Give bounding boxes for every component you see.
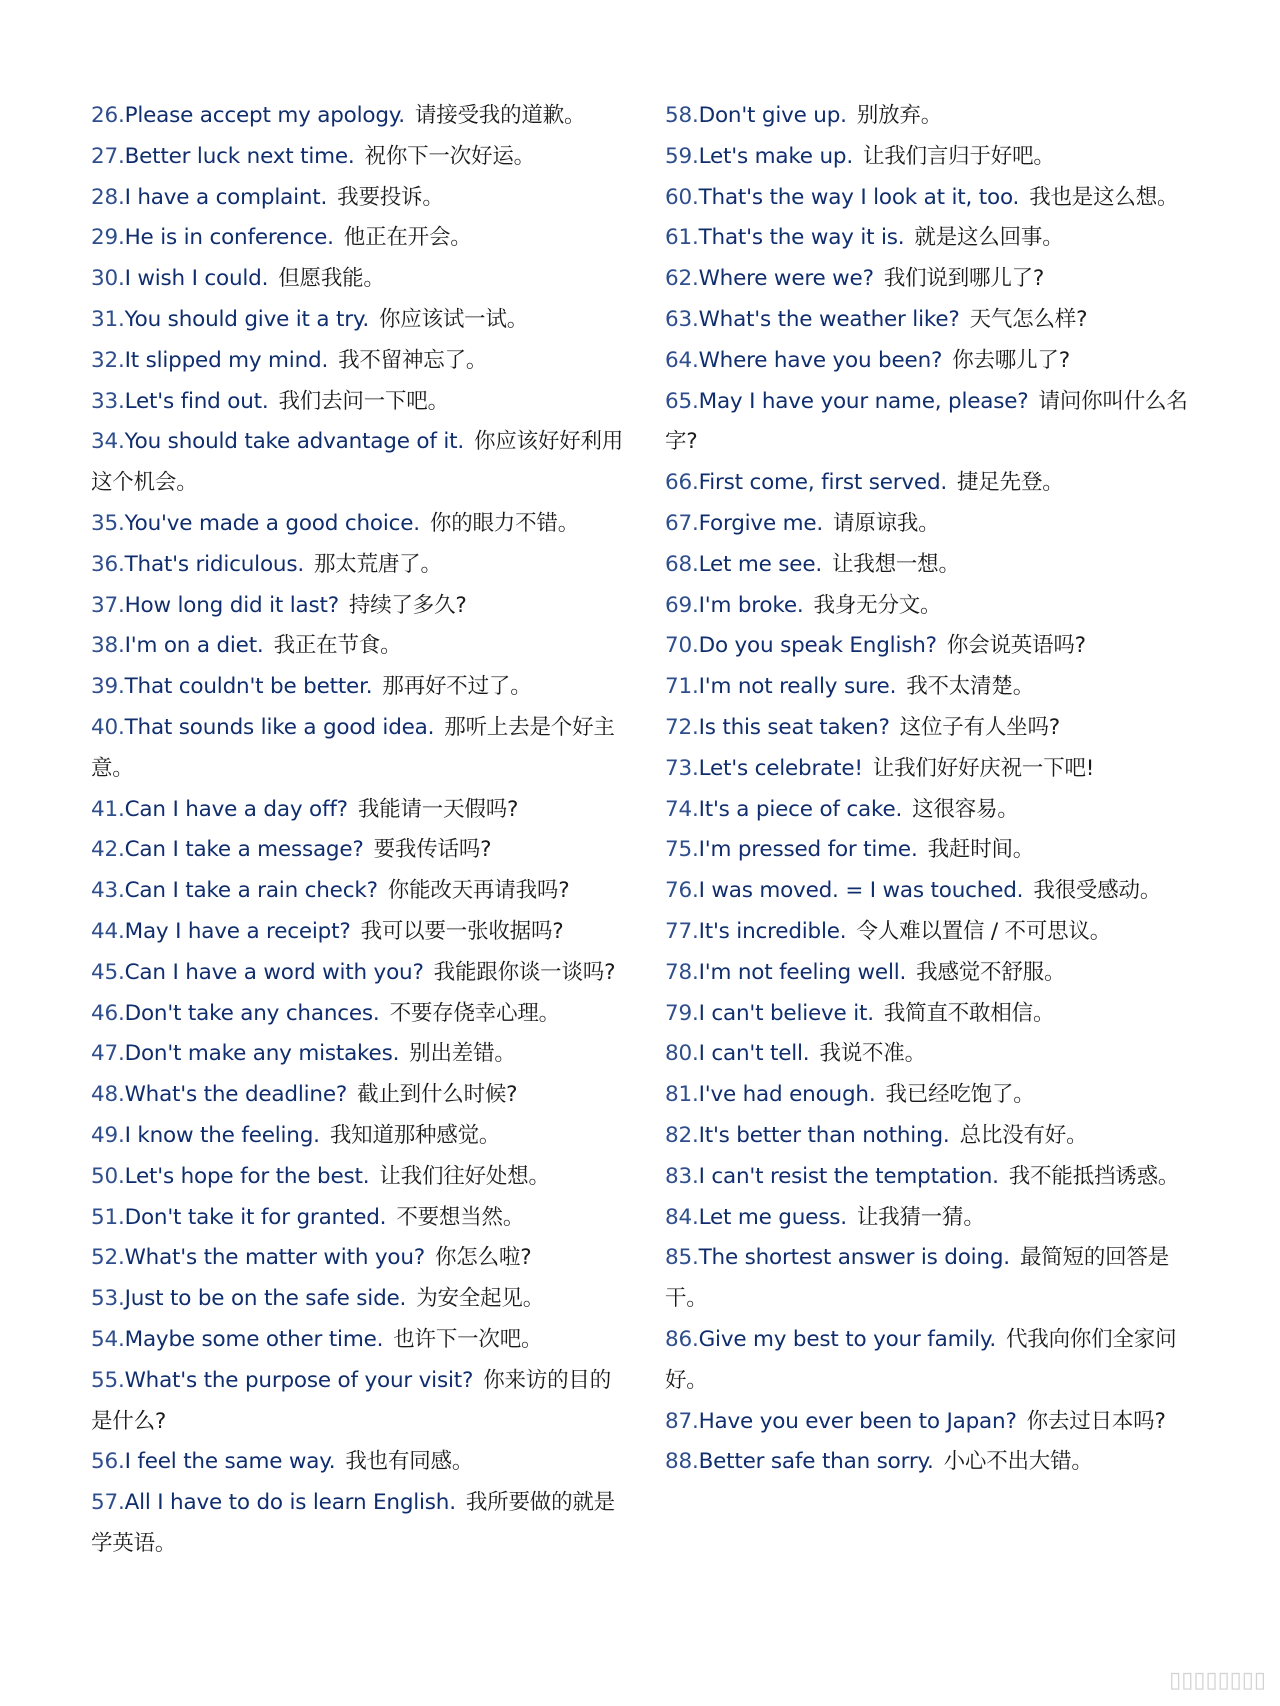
phrase-number: 39.	[91, 674, 125, 700]
english-phrase: Can I take a rain check?	[124, 878, 378, 904]
phrase-number: 43.	[91, 878, 125, 904]
watermark: ▯▯▯▯▯▯▯▯	[1169, 1668, 1266, 1693]
phrase-entry	[665, 1402, 1205, 1443]
phrase-entry	[91, 382, 631, 423]
chinese-translation: 你怎么啦?	[435, 1245, 532, 1271]
chinese-translation: 我要投诉。	[337, 184, 444, 210]
chinese-translation: 让我们言归于好吧。	[862, 143, 1055, 169]
english-phrase: I feel the same way.	[124, 1449, 336, 1475]
phrase-entry	[91, 667, 631, 708]
english-phrase: I was moved. = I was touched.	[698, 878, 1024, 904]
english-phrase: I'm on a diet.	[124, 633, 264, 659]
chinese-translation: 我可以要一张收据吗?	[360, 918, 564, 944]
english-phrase: Where were we?	[698, 266, 874, 292]
english-phrase: It's better than nothing.	[698, 1122, 950, 1148]
phrase-number: 45.	[91, 959, 125, 985]
chinese-translation: 但愿我能。	[278, 266, 385, 292]
phrase-number: 46.	[91, 1000, 125, 1026]
phrase-number: 80.	[665, 1041, 699, 1067]
english-phrase: I know the feeling.	[124, 1122, 320, 1148]
english-phrase: All I have to do is learn English.	[124, 1490, 456, 1516]
english-phrase: I'm not really sure.	[698, 674, 897, 700]
phrase-number: 47.	[91, 1041, 125, 1067]
phrase-number: 38.	[91, 633, 125, 659]
right-column	[665, 96, 1205, 1483]
phrase-entry	[665, 341, 1205, 382]
english-phrase: You've made a good choice.	[124, 510, 420, 536]
phrase-entry	[665, 382, 1205, 464]
phrase-number: 82.	[665, 1122, 699, 1148]
chinese-translation: 让我们好好庆祝一下吧!	[872, 755, 1095, 781]
phrase-entry	[91, 137, 631, 178]
phrase-number: 87.	[665, 1408, 699, 1434]
english-phrase: Don't take any chances.	[124, 1000, 380, 1026]
phrase-number: 68.	[665, 551, 699, 577]
phrase-entry	[665, 1442, 1205, 1483]
phrase-number: 53.	[91, 1286, 125, 1312]
phrase-number: 62.	[665, 266, 699, 292]
phrase-number: 70.	[665, 633, 699, 659]
chinese-translation: 持续了多久?	[348, 592, 467, 618]
english-phrase: I can't resist the temptation.	[698, 1163, 999, 1189]
phrase-entry	[665, 96, 1205, 137]
phrase-number: 86.	[665, 1326, 699, 1352]
phrase-number: 49.	[91, 1122, 125, 1148]
chinese-translation: 别出差错。	[409, 1041, 516, 1067]
chinese-translation: 代我向你们全家问好。	[665, 1326, 1177, 1393]
english-phrase: It's a piece of cake.	[698, 796, 903, 822]
phrase-number: 76.	[665, 878, 699, 904]
english-phrase: Can I have a day off?	[124, 796, 348, 822]
chinese-translation: 令人难以置信 / 不可思议。	[856, 918, 1112, 944]
phrase-entry	[665, 218, 1205, 259]
english-phrase: What's the deadline?	[124, 1082, 348, 1108]
chinese-translation: 这位子有人坐吗?	[899, 714, 1060, 740]
phrase-number: 61.	[665, 225, 699, 251]
phrase-entry	[665, 871, 1205, 912]
phrase-number: 36.	[91, 551, 125, 577]
phrase-entry	[91, 790, 631, 831]
chinese-translation: 那太荒唐了。	[313, 551, 442, 577]
english-phrase: Let me guess.	[698, 1204, 847, 1230]
phrase-number: 83.	[665, 1163, 699, 1189]
chinese-translation: 捷足先登。	[957, 470, 1064, 496]
phrase-number: 60.	[665, 184, 699, 210]
english-phrase: Can I have a word with you?	[124, 959, 424, 985]
phrase-number: 40.	[91, 714, 125, 740]
chinese-translation: 你去过日本吗?	[1026, 1408, 1166, 1434]
english-phrase: First come, first served.	[698, 470, 948, 496]
english-phrase: I'm pressed for time.	[698, 837, 918, 863]
chinese-translation: 就是这么回事。	[914, 225, 1064, 251]
phrase-entry	[91, 341, 631, 382]
chinese-translation: 那听上去是个好主意。	[91, 714, 615, 781]
phrase-entry	[665, 1157, 1205, 1198]
english-phrase: The shortest answer is doing.	[698, 1245, 1010, 1271]
chinese-translation: 让我想一想。	[831, 551, 960, 577]
english-phrase: May I have a receipt?	[124, 918, 351, 944]
english-phrase: Better safe than sorry.	[698, 1449, 934, 1475]
chinese-translation: 我们说到哪儿了?	[883, 266, 1045, 292]
phrase-entry	[665, 1075, 1205, 1116]
phrase-entry	[665, 586, 1205, 627]
phrase-entry	[91, 1157, 631, 1198]
phrase-entry	[665, 300, 1205, 341]
phrase-number: 41.	[91, 796, 125, 822]
chinese-translation: 最简短的回答是干。	[665, 1245, 1170, 1312]
english-phrase: Is this seat taken?	[698, 714, 890, 740]
chinese-translation: 总比没有好。	[959, 1122, 1088, 1148]
phrase-number: 55.	[91, 1367, 125, 1393]
english-phrase: Let's find out.	[124, 388, 269, 414]
english-phrase: Give my best to your family.	[698, 1326, 996, 1352]
chinese-translation: 我能跟你谈一谈吗?	[433, 959, 616, 985]
chinese-translation: 我身无分文。	[813, 592, 942, 618]
english-phrase: Let's hope for the best.	[124, 1163, 370, 1189]
phrase-entry	[91, 912, 631, 953]
phrase-number: 32.	[91, 347, 125, 373]
english-phrase: Don't make any mistakes.	[124, 1041, 400, 1067]
chinese-translation: 我知道那种感觉。	[329, 1122, 501, 1148]
phrase-entry	[665, 626, 1205, 667]
phrase-entry	[91, 1238, 631, 1279]
chinese-translation: 为安全起见。	[416, 1286, 544, 1312]
phrase-entry	[91, 586, 631, 627]
phrase-number: 56.	[91, 1449, 125, 1475]
english-phrase: I wish I could.	[124, 266, 269, 292]
english-phrase: That's the way I look at it, too.	[698, 184, 1020, 210]
phrase-entry	[665, 830, 1205, 871]
chinese-translation: 我感觉不舒服。	[916, 959, 1066, 985]
phrase-number: 85.	[665, 1245, 699, 1271]
english-phrase: Have you ever been to Japan?	[698, 1408, 1017, 1434]
phrase-entry	[665, 259, 1205, 300]
english-phrase: Can I take a message?	[124, 837, 364, 863]
phrase-entry	[665, 545, 1205, 586]
english-phrase: What's the weather like?	[698, 306, 960, 332]
phrase-entry	[91, 953, 631, 994]
phrase-number: 50.	[91, 1163, 125, 1189]
chinese-translation: 我正在节食。	[273, 633, 402, 659]
english-phrase: Where have you been?	[698, 347, 943, 373]
phrase-number: 84.	[665, 1204, 699, 1230]
english-phrase: Don't give up.	[698, 103, 847, 128]
english-phrase: Let's make up.	[698, 143, 853, 169]
chinese-translation: 我不留神忘了。	[338, 347, 488, 373]
phrase-number: 81.	[665, 1082, 699, 1108]
phrase-entry	[665, 1238, 1205, 1320]
phrase-entry	[665, 1198, 1205, 1239]
phrase-entry	[665, 994, 1205, 1035]
english-phrase: That's the way it is.	[698, 225, 905, 251]
english-phrase: Better luck next time.	[124, 143, 355, 169]
chinese-translation: 你的眼力不错。	[429, 510, 579, 536]
english-phrase: That sounds like a good idea.	[124, 714, 435, 740]
english-phrase: Just to be on the safe side.	[124, 1286, 407, 1312]
phrase-entry	[91, 96, 631, 137]
chinese-translation: 我也是这么想。	[1029, 184, 1179, 210]
phrase-number: 37.	[91, 592, 125, 618]
english-phrase: You should take advantage of it.	[124, 429, 464, 455]
english-phrase: Maybe some other time.	[124, 1326, 384, 1352]
chinese-translation: 我已经吃饱了。	[885, 1082, 1035, 1108]
phrase-entry	[665, 1320, 1205, 1402]
phrase-number: 69.	[665, 592, 699, 618]
english-phrase: Please accept my apology.	[124, 103, 405, 128]
chinese-translation: 不要想当然。	[396, 1204, 525, 1230]
chinese-translation: 你应该好好利用这个机会。	[91, 429, 624, 496]
english-phrase: It's incredible.	[698, 918, 847, 944]
left-column	[91, 96, 631, 1565]
phrase-number: 75.	[665, 837, 699, 863]
chinese-translation: 那再好不过了。	[382, 674, 532, 700]
chinese-translation: 请接受我的道歉。	[414, 103, 586, 128]
phrase-number: 42.	[91, 837, 125, 863]
chinese-translation: 你能改天再请我吗?	[387, 878, 570, 904]
phrase-entry	[665, 178, 1205, 219]
phrase-entry	[665, 953, 1205, 994]
phrase-number: 72.	[665, 714, 699, 740]
phrase-number: 51.	[91, 1204, 125, 1230]
chinese-translation: 你会说英语吗?	[946, 633, 1086, 659]
phrase-entry	[91, 1034, 631, 1075]
phrase-entry	[91, 1279, 631, 1320]
phrase-entry	[665, 463, 1205, 504]
chinese-translation: 天气怎么样?	[969, 306, 1088, 332]
phrase-entry	[665, 667, 1205, 708]
chinese-translation: 你去哪儿了?	[952, 347, 1070, 373]
english-phrase: Don't take it for granted.	[124, 1204, 387, 1230]
chinese-translation: 请原谅我。	[833, 510, 940, 536]
phrase-entry	[91, 1442, 631, 1483]
english-phrase: I'm broke.	[698, 592, 804, 618]
chinese-translation: 我不能抵挡诱惑。	[1008, 1163, 1180, 1189]
chinese-translation: 祝你下一次好运。	[364, 143, 535, 169]
english-phrase: I've had enough.	[698, 1082, 876, 1108]
phrase-entry	[91, 422, 631, 504]
phrase-number: 79.	[665, 1000, 699, 1026]
phrase-number: 73.	[665, 755, 699, 781]
phrase-number: 30.	[91, 266, 125, 292]
phrase-number: 29.	[91, 225, 125, 251]
chinese-translation: 我所要做的就是学英语。	[91, 1490, 615, 1556]
english-phrase: I'm not feeling well.	[698, 959, 907, 985]
phrase-number: 63.	[665, 306, 699, 332]
phrase-entry	[665, 912, 1205, 953]
english-phrase: What's the purpose of your visit?	[124, 1367, 474, 1393]
english-phrase: It slipped my mind.	[124, 347, 329, 373]
english-phrase: You should give it a try.	[124, 306, 369, 332]
phrase-number: 67.	[665, 510, 699, 536]
phrase-entry	[91, 626, 631, 667]
chinese-translation: 让我们往好处想。	[379, 1163, 550, 1189]
phrase-entry	[91, 994, 631, 1035]
phrase-entry	[91, 1361, 631, 1443]
chinese-translation: 我能请一天假吗?	[357, 796, 519, 822]
chinese-translation: 我也有同感。	[345, 1449, 474, 1475]
phrase-entry	[665, 504, 1205, 545]
phrase-number: 66.	[665, 470, 699, 496]
phrase-number: 74.	[665, 796, 699, 822]
chinese-translation: 不要存侥幸心理。	[389, 1000, 560, 1026]
english-phrase: Do you speak English?	[698, 633, 937, 659]
phrase-number: 78.	[665, 959, 699, 985]
chinese-translation: 要我传话吗?	[373, 837, 492, 863]
chinese-translation: 我说不准。	[819, 1041, 926, 1067]
english-phrase: Let's celebrate!	[698, 755, 863, 781]
english-phrase: He is in conference.	[124, 225, 334, 251]
phrase-number: 88.	[665, 1449, 699, 1475]
english-phrase: I can't believe it.	[698, 1000, 874, 1026]
phrase-entry	[665, 790, 1205, 831]
phrase-entry	[665, 1034, 1205, 1075]
phrase-number: 26.	[91, 103, 125, 128]
phrase-number: 71.	[665, 674, 699, 700]
english-phrase: May I have your name, please?	[698, 388, 1029, 414]
phrase-entry	[665, 749, 1205, 790]
chinese-translation: 我简直不敢相信。	[883, 1000, 1055, 1026]
phrase-number: 65.	[665, 388, 699, 414]
phrase-number: 54.	[91, 1326, 125, 1352]
phrase-number: 27.	[91, 143, 125, 169]
chinese-translation: 让我猜一猜。	[856, 1204, 985, 1230]
chinese-translation: 截止到什么时候?	[357, 1082, 518, 1108]
english-phrase: What's the matter with you?	[124, 1245, 425, 1271]
phrase-entry	[91, 871, 631, 912]
phrase-entry	[91, 218, 631, 259]
phrase-entry	[665, 137, 1205, 178]
english-phrase: How long did it last?	[124, 592, 339, 618]
chinese-translation: 我赶时间。	[927, 837, 1035, 863]
phrase-entry	[91, 1075, 631, 1116]
phrase-entry	[91, 1198, 631, 1239]
phrase-entry	[665, 1116, 1205, 1157]
phrase-number: 28.	[91, 184, 125, 210]
chinese-translation: 你应该试一试。	[378, 306, 529, 332]
phrase-entry	[91, 300, 631, 341]
chinese-translation: 他正在开会。	[343, 225, 472, 251]
chinese-translation: 我不太清楚。	[906, 674, 1035, 700]
phrase-number: 52.	[91, 1245, 125, 1271]
phrase-entry	[91, 708, 631, 790]
english-phrase: I have a complaint.	[124, 184, 328, 210]
phrase-number: 58.	[665, 103, 699, 128]
phrase-entry	[91, 1483, 631, 1565]
english-phrase: Forgive me.	[698, 510, 824, 536]
phrase-number: 31.	[91, 306, 125, 332]
phrase-number: 57.	[91, 1490, 125, 1516]
phrase-number: 34.	[91, 429, 125, 455]
phrase-entry	[91, 504, 631, 545]
phrase-entry	[91, 545, 631, 586]
phrase-number: 35.	[91, 510, 125, 536]
phrase-entry	[91, 1116, 631, 1157]
phrase-entry	[91, 178, 631, 219]
phrase-entry	[91, 1320, 631, 1361]
phrase-number: 33.	[91, 388, 125, 414]
english-phrase: That's ridiculous.	[124, 551, 304, 577]
chinese-translation: 你来访的目的是什么?	[91, 1367, 611, 1434]
english-phrase: That couldn't be better.	[124, 674, 373, 700]
english-phrase: I can't tell.	[698, 1041, 810, 1067]
chinese-translation: 我很受感动。	[1033, 878, 1162, 904]
phrase-number: 77.	[665, 918, 699, 944]
phrase-entry	[665, 708, 1205, 749]
phrase-entry	[91, 259, 631, 300]
chinese-translation: 小心不出大错。	[943, 1449, 1093, 1475]
english-phrase: Let me see.	[698, 551, 822, 577]
chinese-translation: 请问你叫什么名字?	[665, 388, 1188, 455]
phrase-number: 59.	[665, 143, 699, 169]
chinese-translation: 这很容易。	[912, 796, 1019, 822]
phrase-number: 48.	[91, 1082, 125, 1108]
phrase-number: 64.	[665, 347, 699, 373]
chinese-translation: 我们去问一下吧。	[278, 388, 449, 414]
phrase-entry	[91, 830, 631, 871]
chinese-translation: 别放弃。	[856, 103, 943, 128]
chinese-translation: 也许下一次吧。	[393, 1326, 543, 1352]
phrase-number: 44.	[91, 918, 125, 944]
